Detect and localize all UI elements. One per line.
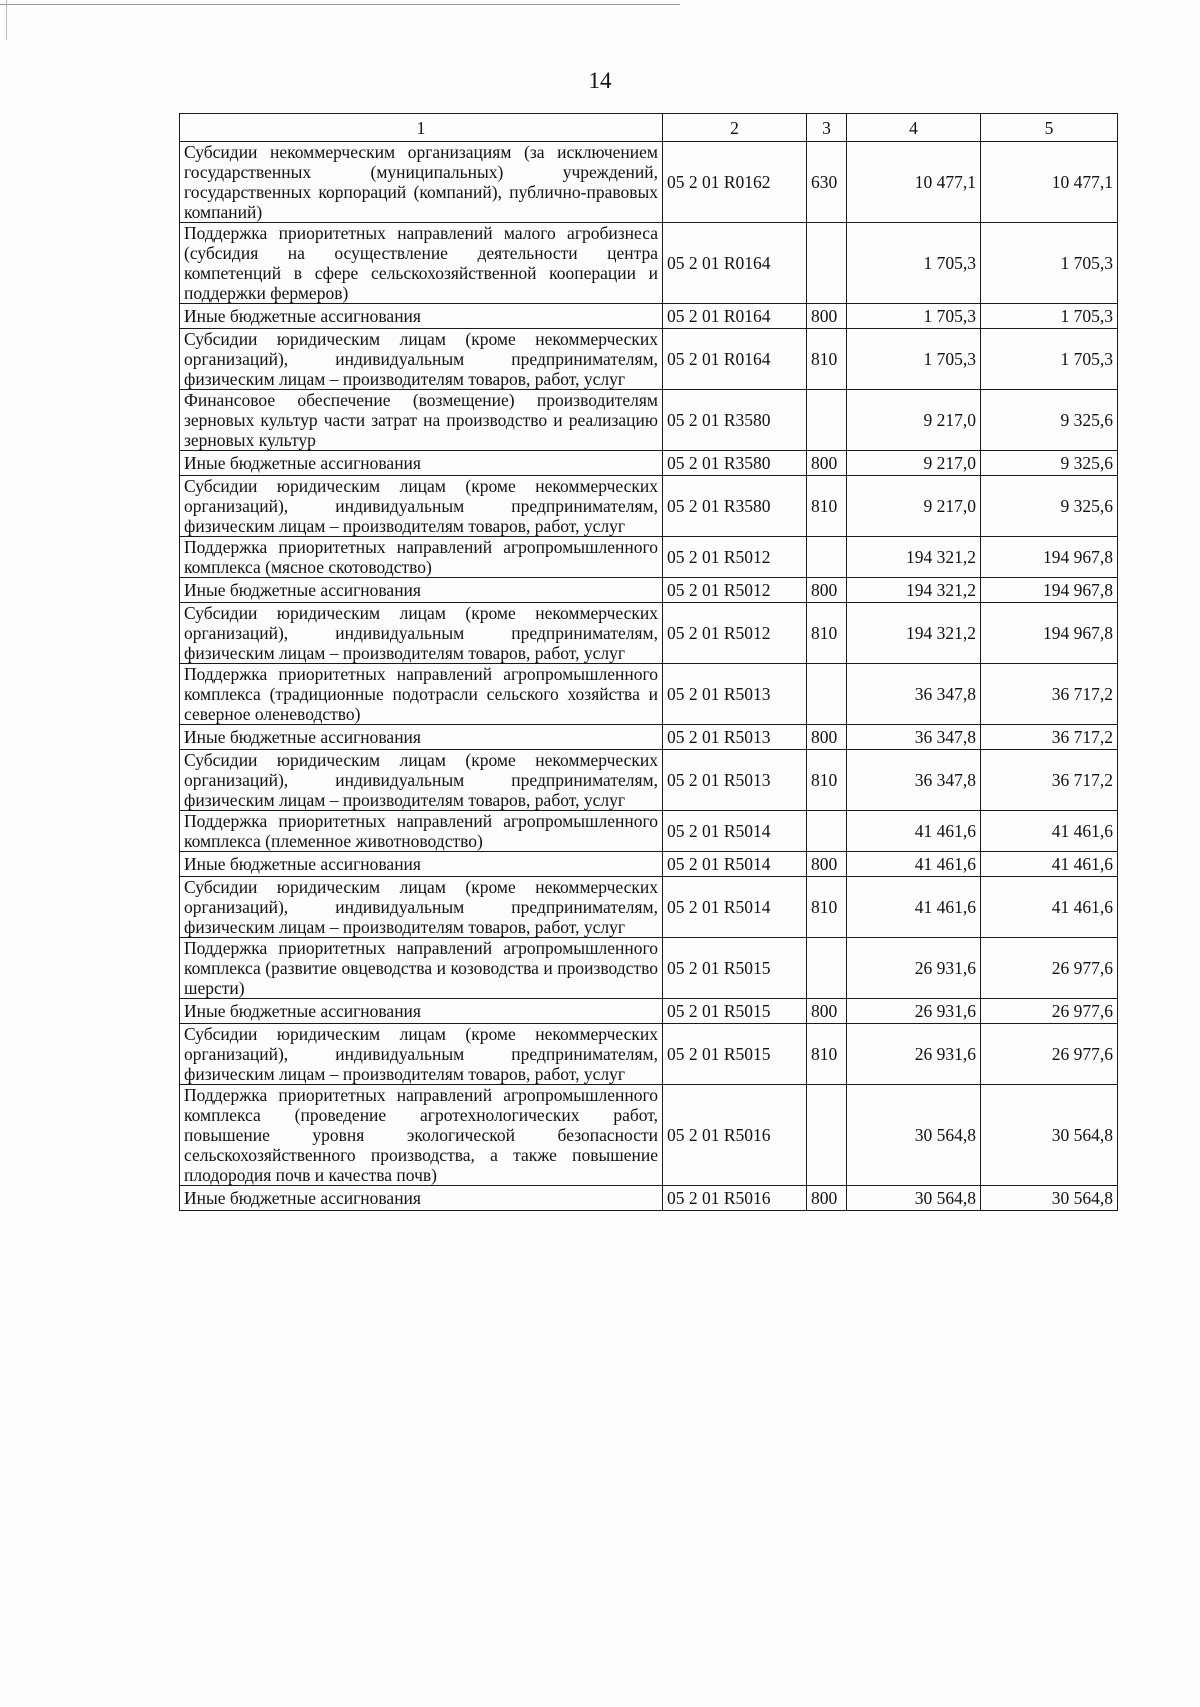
row-code-cell: 05 2 01 R5014: [663, 852, 807, 877]
table-row: [180, 938, 1118, 999]
row-name-cell: Поддержка приоритетных направлений агропромышленного комплекса (развитие овцеводства и козоводства и производство шерсти): [180, 938, 663, 999]
row-name-cell: Поддержка приоритетных направлений агропромышленного комплекса (проведение агротехнологических работ, повышение уровня экологической безопасности сельскохозяйственного производства, а также повышение плодородия почв и качества почв): [180, 1085, 663, 1186]
header-col-1: 1: [180, 114, 663, 142]
row-type-cell: 630: [807, 142, 847, 223]
table-row: [180, 304, 1118, 329]
row-amount-1-cell: 9 217,0: [847, 390, 981, 451]
row-type-cell: 810: [807, 750, 847, 811]
row-code-cell: 05 2 01 R5013: [663, 664, 807, 725]
row-code-cell: 05 2 01 R5014: [663, 877, 807, 938]
table-header-row: [180, 114, 1118, 142]
row-amount-1-cell: 41 461,6: [847, 811, 981, 852]
row-name-cell: Поддержка приоритетных направлений малого агробизнеса (субсидия на осуществление деятельности центра компетенций в сфере сельскохозяйственной кооперации и поддержки фермеров): [180, 223, 663, 304]
row-type-cell: [807, 664, 847, 725]
row-amount-2-cell: 30 564,8: [981, 1085, 1118, 1186]
row-amount-2-cell: 10 477,1: [981, 142, 1118, 223]
row-code-cell: 05 2 01 R5013: [663, 725, 807, 750]
budget-table: [179, 113, 1118, 1211]
row-amount-2-cell: 36 717,2: [981, 750, 1118, 811]
row-name-cell: Поддержка приоритетных направлений агропромышленного комплекса (племенное животноводство): [180, 811, 663, 852]
row-code-cell: 05 2 01 R5012: [663, 537, 807, 578]
row-type-cell: 810: [807, 603, 847, 664]
row-type-cell: [807, 1085, 847, 1186]
row-type-cell: [807, 938, 847, 999]
row-amount-1-cell: 1 705,3: [847, 223, 981, 304]
row-amount-1-cell: 41 461,6: [847, 877, 981, 938]
row-code-cell: 05 2 01 R5012: [663, 603, 807, 664]
row-amount-2-cell: 41 461,6: [981, 811, 1118, 852]
row-type-cell: 810: [807, 877, 847, 938]
row-type-cell: 800: [807, 304, 847, 329]
row-amount-1-cell: 26 931,6: [847, 999, 981, 1024]
scan-edge-line: [6, 0, 7, 40]
row-amount-1-cell: 9 217,0: [847, 451, 981, 476]
row-amount-1-cell: 1 705,3: [847, 329, 981, 390]
scan-edge-line: [0, 4, 680, 5]
row-type-cell: 800: [807, 451, 847, 476]
row-name-cell: Субсидии некоммерческим организациям (за исключением государственных (муниципальных) учреждений, государственных корпораций (компаний), публично-правовых компаний): [180, 142, 663, 223]
row-amount-2-cell: 36 717,2: [981, 725, 1118, 750]
row-code-cell: 05 2 01 R5012: [663, 578, 807, 603]
row-code-cell: 05 2 01 R0164: [663, 304, 807, 329]
table-row: [180, 578, 1118, 603]
row-amount-2-cell: 41 461,6: [981, 852, 1118, 877]
row-code-cell: 05 2 01 R5014: [663, 811, 807, 852]
row-code-cell: 05 2 01 R0164: [663, 329, 807, 390]
row-amount-1-cell: 194 321,2: [847, 578, 981, 603]
row-code-cell: 05 2 01 R5016: [663, 1085, 807, 1186]
row-name-cell: Субсидии юридическим лицам (кроме некоммерческих организаций), индивидуальным предпринимателям, физическим лицам – производителям товаров, работ, услуг: [180, 877, 663, 938]
row-type-cell: 800: [807, 1186, 847, 1211]
table-row: [180, 390, 1118, 451]
row-amount-2-cell: 26 977,6: [981, 999, 1118, 1024]
row-type-cell: 810: [807, 329, 847, 390]
row-amount-1-cell: 36 347,8: [847, 725, 981, 750]
row-name-cell: Финансовое обеспечение (возмещение) производителям зерновых культур части затрат на производство и реализацию зерновых культур: [180, 390, 663, 451]
row-name-cell: Субсидии юридическим лицам (кроме некоммерческих организаций), индивидуальным предпринимателям, физическим лицам – производителям товаров, работ, услуг: [180, 476, 663, 537]
row-amount-1-cell: 194 321,2: [847, 603, 981, 664]
table-row: [180, 603, 1118, 664]
row-amount-2-cell: 9 325,6: [981, 476, 1118, 537]
row-amount-2-cell: 1 705,3: [981, 329, 1118, 390]
row-code-cell: 05 2 01 R0164: [663, 223, 807, 304]
row-type-cell: [807, 811, 847, 852]
row-code-cell: 05 2 01 R5015: [663, 999, 807, 1024]
row-type-cell: 800: [807, 852, 847, 877]
row-code-cell: 05 2 01 R5015: [663, 1024, 807, 1085]
row-type-cell: [807, 390, 847, 451]
header-col-5: 5: [981, 114, 1118, 142]
row-name-cell: Поддержка приоритетных направлений агропромышленного комплекса (традиционные подотрасли сельского хозяйства и северное оленеводство): [180, 664, 663, 725]
row-name-cell: Иные бюджетные ассигнования: [180, 451, 663, 476]
row-name-cell: Иные бюджетные ассигнования: [180, 852, 663, 877]
row-type-cell: 810: [807, 476, 847, 537]
row-code-cell: 05 2 01 R3580: [663, 476, 807, 537]
row-name-cell: Иные бюджетные ассигнования: [180, 725, 663, 750]
row-name-cell: Субсидии юридическим лицам (кроме некоммерческих организаций), индивидуальным предпринимателям, физическим лицам – производителям товаров, работ, услуг: [180, 750, 663, 811]
row-amount-1-cell: 36 347,8: [847, 664, 981, 725]
table-row: [180, 223, 1118, 304]
row-code-cell: 05 2 01 R3580: [663, 390, 807, 451]
row-amount-2-cell: 194 967,8: [981, 578, 1118, 603]
row-type-cell: 800: [807, 578, 847, 603]
row-type-cell: 810: [807, 1024, 847, 1085]
row-amount-1-cell: 36 347,8: [847, 750, 981, 811]
row-code-cell: 05 2 01 R5015: [663, 938, 807, 999]
row-name-cell: Иные бюджетные ассигнования: [180, 999, 663, 1024]
row-code-cell: 05 2 01 R3580: [663, 451, 807, 476]
row-amount-2-cell: 194 967,8: [981, 537, 1118, 578]
row-amount-1-cell: 41 461,6: [847, 852, 981, 877]
table-row: [180, 329, 1118, 390]
row-name-cell: Субсидии юридическим лицам (кроме некоммерческих организаций), индивидуальным предпринимателям, физическим лицам – производителям товаров, работ, услуг: [180, 603, 663, 664]
table-row: [180, 877, 1118, 938]
table-row: [180, 725, 1118, 750]
row-amount-1-cell: 30 564,8: [847, 1186, 981, 1211]
header-col-4: 4: [847, 114, 981, 142]
row-name-cell: Поддержка приоритетных направлений агропромышленного комплекса (мясное скотоводство): [180, 537, 663, 578]
row-amount-2-cell: 30 564,8: [981, 1186, 1118, 1211]
row-code-cell: 05 2 01 R5013: [663, 750, 807, 811]
table-row: [180, 1024, 1118, 1085]
row-type-cell: 800: [807, 725, 847, 750]
row-amount-2-cell: 26 977,6: [981, 938, 1118, 999]
table-row: [180, 476, 1118, 537]
row-amount-2-cell: 36 717,2: [981, 664, 1118, 725]
table-row: [180, 142, 1118, 223]
row-name-cell: Субсидии юридическим лицам (кроме некоммерческих организаций), индивидуальным предпринимателям, физическим лицам – производителям товаров, работ, услуг: [180, 1024, 663, 1085]
row-amount-1-cell: 9 217,0: [847, 476, 981, 537]
row-amount-1-cell: 194 321,2: [847, 537, 981, 578]
table-row: [180, 999, 1118, 1024]
table-row: [180, 451, 1118, 476]
row-amount-2-cell: 1 705,3: [981, 304, 1118, 329]
row-amount-1-cell: 30 564,8: [847, 1085, 981, 1186]
row-code-cell: 05 2 01 R5016: [663, 1186, 807, 1211]
row-name-cell: Иные бюджетные ассигнования: [180, 1186, 663, 1211]
row-amount-2-cell: 1 705,3: [981, 223, 1118, 304]
table-row: [180, 1186, 1118, 1211]
table-row: [180, 852, 1118, 877]
row-code-cell: 05 2 01 R0162: [663, 142, 807, 223]
table-body: [180, 142, 1118, 1211]
row-amount-1-cell: 10 477,1: [847, 142, 981, 223]
row-type-cell: 800: [807, 999, 847, 1024]
row-name-cell: Иные бюджетные ассигнования: [180, 578, 663, 603]
row-amount-1-cell: 26 931,6: [847, 1024, 981, 1085]
header-col-3: 3: [807, 114, 847, 142]
row-amount-2-cell: 194 967,8: [981, 603, 1118, 664]
row-type-cell: [807, 537, 847, 578]
page-number: 14: [588, 68, 612, 93]
row-amount-2-cell: 26 977,6: [981, 1024, 1118, 1085]
table-row: [180, 811, 1118, 852]
table-row: [180, 1085, 1118, 1186]
row-type-cell: [807, 223, 847, 304]
row-amount-2-cell: 9 325,6: [981, 451, 1118, 476]
row-name-cell: Иные бюджетные ассигнования: [180, 304, 663, 329]
row-amount-1-cell: 1 705,3: [847, 304, 981, 329]
row-amount-2-cell: 9 325,6: [981, 390, 1118, 451]
table-row: [180, 750, 1118, 811]
table-row: [180, 537, 1118, 578]
row-amount-2-cell: 41 461,6: [981, 877, 1118, 938]
header-col-2: 2: [663, 114, 807, 142]
row-amount-1-cell: 26 931,6: [847, 938, 981, 999]
table-row: [180, 664, 1118, 725]
row-name-cell: Субсидии юридическим лицам (кроме некоммерческих организаций), индивидуальным предпринимателям, физическим лицам – производителям товаров, работ, услуг: [180, 329, 663, 390]
